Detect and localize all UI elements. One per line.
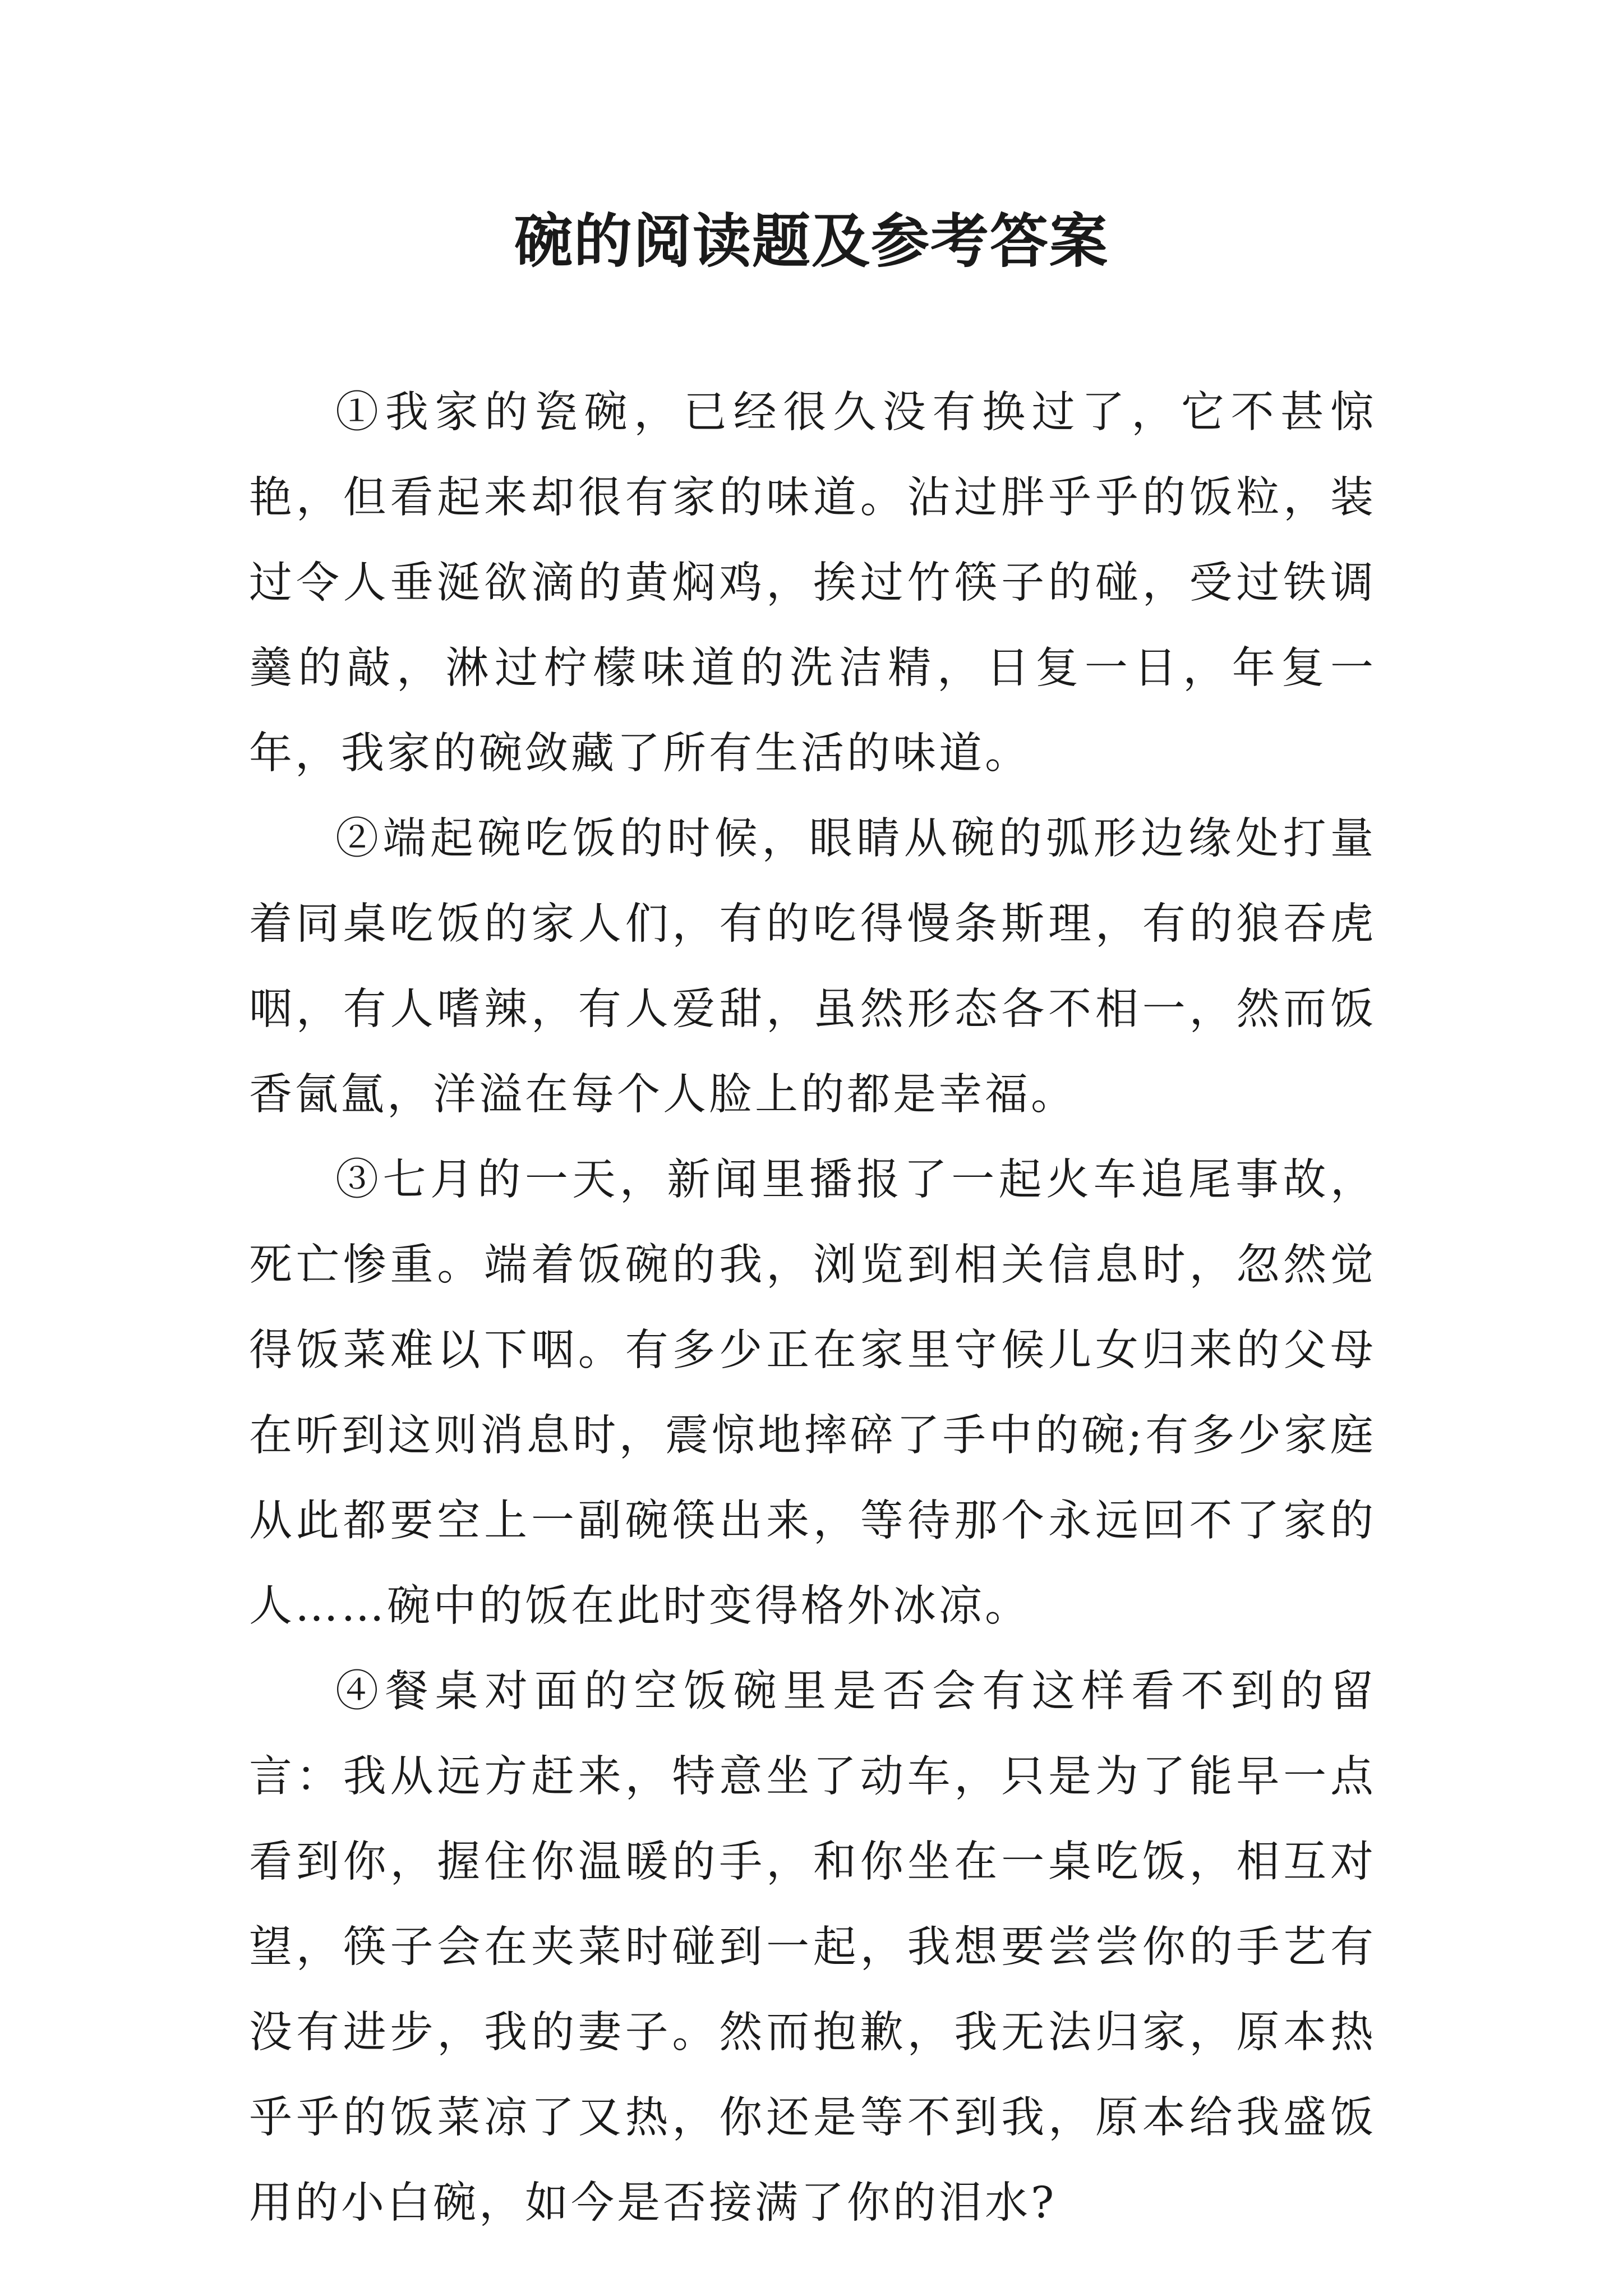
- paragraph-1: ①我家的瓷碗，已经很久没有换过了，它不甚惊艳，但看起来却很有家的味道。沾过胖乎乎的饭粒，装过令人垂涎欲滴的黄焖鸡，挨过竹筷子的碰，受过铁调羹的敲，淋过柠檬味道的洗洁精，日复一日，年复一年，我家的碗敛藏了所有生活的味道。: [249, 388, 1376, 779]
- paragraph-4: ④餐桌对面的空饭碗里是否会有这样看不到的留言：我从远方赶来，特意坐了动车，只是为了能早一点看到你，握住你温暖的手，和你坐在一桌吃饭，相互对望，筷子会在夹菜时碰到一起，我想要尝尝你的手艺有没有进步，我的妻子。然而抱歉，我无法归家，原本热乎乎的饭菜凉了又热，你还是等不到我，原本给我盛饭用的小白碗，如今是否接满了你的泪水?: [249, 1667, 1376, 2228]
- article-body: [249, 370, 1376, 2246]
- document-title: 碗的阅读题及参考答案: [514, 206, 1109, 275]
- paragraph-2: ②端起碗吃饭的时候，眼睛从碗的弧形边缘处打量着同桌吃饭的家人们，有的吃得慢条斯理，有的狼吞虎咽，有人嗜辣，有人爱甜，虽然形态各不相一，然而饭香氤氲，洋溢在每个人脸上的都是幸福。: [249, 814, 1376, 1120]
- paragraph-3: ③七月的一天，新闻里播报了一起火车追尾事故，死亡惨重。端着饭碗的我，浏览到相关信息时，忽然觉得饭菜难以下咽。有多少正在家里守候儿女归来的父母在听到这则消息时，震惊地摔碎了手中的碗;有多少家庭从此都要空上一副碗筷出来，等待那个永远回不了家的人……碗中的饭在此时变得格外冰凉。: [249, 1155, 1376, 1631]
